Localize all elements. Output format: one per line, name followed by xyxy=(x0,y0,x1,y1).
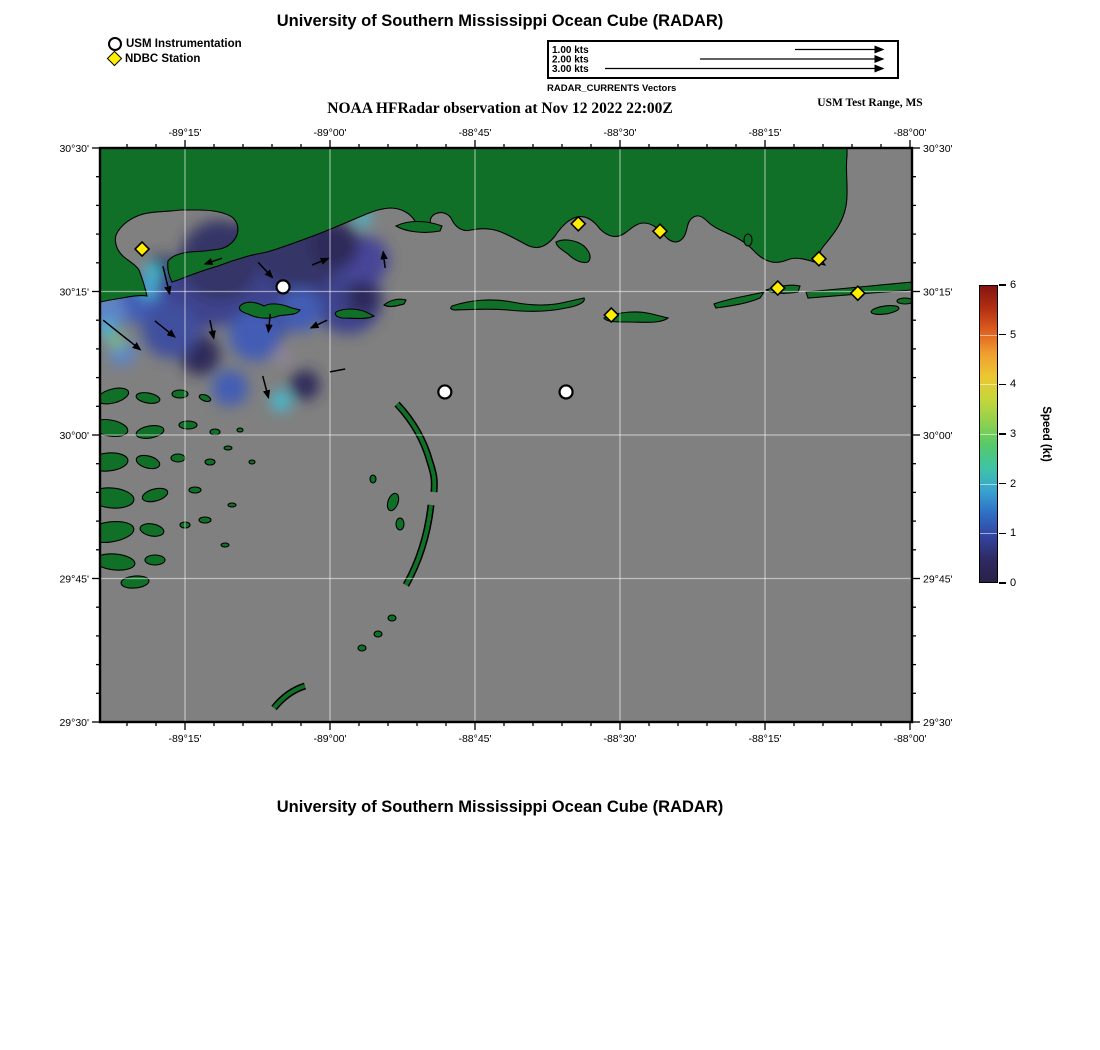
colorbar-tick-label: 2 xyxy=(1010,477,1017,490)
colorbar-tick xyxy=(999,582,1006,584)
colorbar-gridline xyxy=(980,335,997,336)
x-tick-label: -88°15' xyxy=(748,127,782,139)
colorbar-gridline xyxy=(980,533,997,534)
chandeleur-islet-3 xyxy=(370,475,376,483)
x-tick-label: -89°00' xyxy=(313,733,347,745)
usm-station-marker xyxy=(560,385,573,398)
chandeleur-islet-6 xyxy=(358,645,366,651)
x-tick-label: -88°15' xyxy=(748,733,782,745)
colorbar-tick-label: 5 xyxy=(1010,328,1017,341)
colorbar-tick xyxy=(999,533,1006,535)
y-tick-label: 30°00' xyxy=(923,430,953,442)
colorbar-tick-label: 3 xyxy=(1010,428,1017,440)
x-tick-label: -89°15' xyxy=(168,127,202,139)
colorbar-gridline xyxy=(980,434,997,435)
colorbar-tick-label: 6 xyxy=(1010,279,1017,291)
colorbar-tick-label: 4 xyxy=(1010,378,1017,391)
x-tick-label: -88°45' xyxy=(458,733,492,745)
chandeleur-islet-5 xyxy=(374,631,382,637)
sand-island xyxy=(897,298,913,304)
x-tick-label: -88°00' xyxy=(893,733,927,745)
x-tick-label: -88°00' xyxy=(893,127,927,139)
y-tick-label: 29°45' xyxy=(923,573,953,586)
figure-title-bottom: University of Southern Mississippi Ocean Cube (RADAR) xyxy=(276,798,724,816)
colorbar-tick xyxy=(999,284,1006,286)
y-tick-label: 30°30' xyxy=(59,143,89,155)
colorbar-tick xyxy=(999,483,1006,485)
y-tick-label: 30°30' xyxy=(923,143,953,155)
x-tick-label: -88°30' xyxy=(603,733,637,745)
colorbar-tick xyxy=(999,334,1006,336)
legend-label-usm: USM Instrumentation xyxy=(126,37,242,50)
colorbar-gridline xyxy=(980,484,997,485)
legend-label-ndbc: NDBC Station xyxy=(125,52,201,65)
range-label: USM Test Range, MS xyxy=(817,97,923,109)
x-tick-label: -89°00' xyxy=(313,127,347,139)
x-tick-label: -89°15' xyxy=(168,733,202,745)
scale-label-2kt: 2.00 kts xyxy=(552,54,589,66)
y-tick-label: 29°30' xyxy=(923,717,953,729)
x-tick-label: -88°45' xyxy=(458,127,492,139)
x-tick-label: -88°30' xyxy=(603,127,637,139)
y-tick-label: 30°15' xyxy=(59,286,89,299)
scale-caption: RADAR_CURRENTS Vectors xyxy=(547,83,677,94)
y-tick-label: 30°15' xyxy=(923,286,953,299)
scale-label-1kt: 1.00 kts xyxy=(552,45,589,56)
figure-title-top: University of Southern Mississippi Ocean Cube (RADAR) xyxy=(276,12,724,30)
colorbar-tick-label: 0 xyxy=(1010,577,1017,589)
chandeleur-islet-2 xyxy=(396,518,404,530)
colorbar-tick-label: 1 xyxy=(1010,527,1017,540)
round-island xyxy=(744,234,752,246)
colorbar-tick xyxy=(999,384,1006,386)
usm-station-marker xyxy=(277,280,290,293)
chandeleur-islet-4 xyxy=(388,615,396,621)
observation-subtitle: NOAA HFRadar observation at Nov 12 2022 22:00Z xyxy=(327,100,673,117)
y-tick-label: 29°30' xyxy=(59,717,89,729)
usm-station-marker xyxy=(438,385,451,398)
y-tick-label: 30°00' xyxy=(59,430,89,442)
colorbar-label: Speed (kt) xyxy=(1040,406,1052,462)
scale-label-3kt: 3.00 kts xyxy=(552,64,589,75)
colorbar-gridline xyxy=(980,384,997,385)
colorbar-tick xyxy=(999,433,1006,435)
y-tick-label: 29°45' xyxy=(59,573,89,586)
